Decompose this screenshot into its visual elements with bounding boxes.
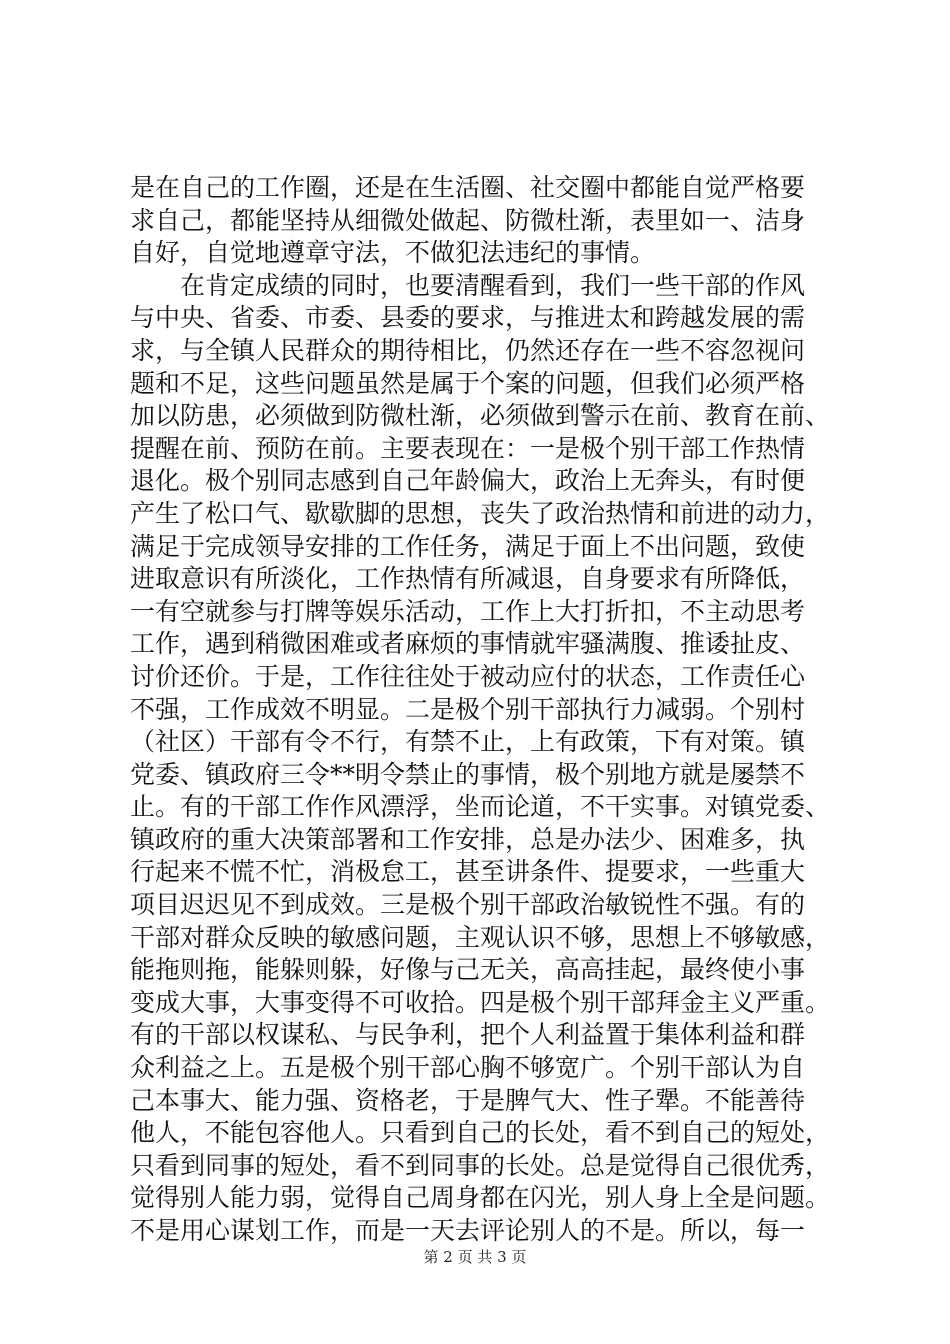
text-line: 能拖则拖，能躲则躲，好像与己无关，高高挂起，最终使小事 [130, 955, 806, 985]
text-line: 不是用心谋划工作，而是一天去评论别人的不是。所以，每一 [130, 1216, 806, 1245]
text-line: 退化。极个别同志感到自己年龄偏大，政治上无奔头，有时便 [130, 466, 806, 496]
text-line: 止。有的干部工作作风漂浮，坐而论道，不干实事。对镇党委、 [130, 792, 831, 822]
text-line: （社区）干部有令不行，有禁不止，上有政策，下有对策。镇 [130, 727, 806, 757]
text-line: 进取意识有所淡化，工作热情有所减退，自身要求有所降低， [130, 564, 806, 594]
text-line: 求自己，都能坚持从细微处做起、防微杜渐，表里如一、洁身 [130, 205, 806, 235]
text-line: 项目迟迟见不到成效。三是极个别干部政治敏锐性不强。有的 [130, 890, 806, 920]
text-line: 在肯定成绩的同时，也要清醒看到，我们一些干部的作风 [130, 270, 806, 300]
text-line: 有的干部以权谋私、与民争利，把个人利益置于集体利益和群 [130, 1020, 806, 1050]
text-line: 加以防患，必须做到防微杜渐，必须做到警示在前、教育在前、 [130, 401, 831, 431]
text-line: 觉得别人能力弱，觉得自己周身都在闪光，别人身上全是问题。 [130, 1183, 831, 1213]
text-line: 满足于完成领导安排的工作任务，满足于面上不出问题，致使 [130, 531, 806, 561]
text-line: 镇政府的重大决策部署和工作安排，总是办法少、困难多，执 [130, 824, 806, 854]
text-line: 行起来不慌不忙，消极怠工，甚至讲条件、提要求，一些重大 [130, 857, 806, 887]
text-line: 自好，自觉地遵章守法，不做犯法违纪的事情。 [130, 238, 656, 268]
text-line: 变成大事，大事变得不可收拾。四是极个别干部拜金主义严重。 [130, 987, 831, 1017]
text-line: 他人，不能包容他人。只看到自己的长处，看不到自己的短处， [130, 1118, 831, 1148]
text-line: 众利益之上。五是极个别干部心胸不够宽广。个别干部认为自 [130, 1053, 806, 1083]
text-line: 党委、镇政府三令**明令禁止的事情，极个别地方就是屡禁不 [130, 759, 806, 789]
text-line: 不强，工作成效不明显。二是极个别干部执行力减弱。个别村 [130, 694, 806, 724]
text-line: 讨价还价。于是，工作往往处于被动应付的状态，工作责任心 [130, 661, 806, 691]
text-line: 提醒在前、预防在前。主要表现在：一是极个别干部工作热情 [130, 433, 806, 463]
body-text [130, 172, 830, 1248]
page-footer: 第 2 页 共 3 页 [423, 1248, 527, 1266]
text-line: 产生了松口气、歇歇脚的思想，丧失了政治热情和前进的动力， [130, 498, 831, 528]
text-line: 干部对群众反映的敏感问题，主观认识不够，思想上不够敏感， [130, 922, 831, 952]
text-line: 一有空就参与打牌等娱乐活动，工作上大打折扣，不主动思考 [130, 596, 806, 626]
text-line: 是在自己的工作圈，还是在生活圈、社交圈中都能自觉严格要 [130, 173, 806, 202]
text-line: 只看到同事的短处，看不到同事的长处。总是觉得自己很优秀， [130, 1150, 831, 1180]
text-line: 工作，遇到稍微困难或者麻烦的事情就牢骚满腹、推诿扯皮、 [130, 629, 806, 659]
text-line: 己本事大、能力强、资格老，于是脾气大、性子犟。不能善待 [130, 1085, 806, 1115]
text-line: 题和不足，这些问题虽然是属于个案的问题，但我们必须严格 [130, 368, 806, 398]
text-line: 与中央、省委、市委、县委的要求，与推进太和跨越发展的需 [130, 303, 806, 333]
text-line: 求，与全镇人民群众的期待相比，仍然还存在一些不容忽视问 [130, 335, 806, 365]
